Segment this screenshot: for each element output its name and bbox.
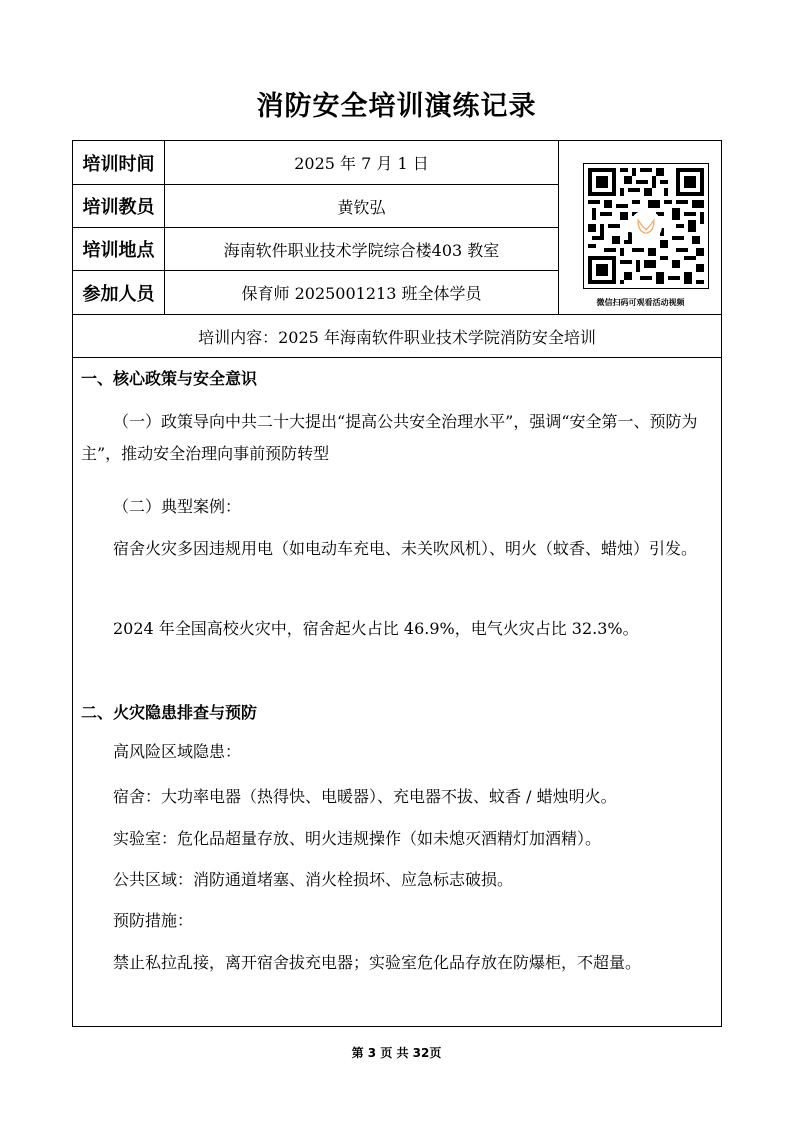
paragraph: （二）典型案例： xyxy=(113,497,242,516)
info-label: 培训教员 xyxy=(73,185,165,227)
paragraph: 2024 年全国高校火灾中，宿舍起火占比 46.9%，电气火灾占比 32.3%。 xyxy=(113,619,639,638)
qr-code-icon[interactable] xyxy=(583,163,709,289)
info-row-location xyxy=(73,228,558,271)
record-table xyxy=(72,140,722,1027)
paragraph: 宿舍：大功率电器（热得快、电暖器）、充电器不拔、蚊香 / 蜡烛明火。 xyxy=(113,787,617,806)
qr-caption: 微信扫码可观看活动视频 xyxy=(596,298,685,307)
paragraph: 宿舍火灾多因违规用电（如电动车充电、未关吹风机）、明火（蚊香、蜡烛）引发。 xyxy=(113,539,698,558)
paragraph: 公共区域：消防通道堵塞、消火栓损坏、应急标志破损。 xyxy=(113,870,514,889)
info-row-instructor xyxy=(73,185,558,228)
info-label: 培训时间 xyxy=(73,141,165,184)
info-label: 参加人员 xyxy=(73,271,165,314)
page-title: 消防安全培训演练记录 xyxy=(256,91,537,122)
page-footer: 第 3 页 共 32页 xyxy=(351,1046,442,1060)
paragraph: 实验室：危化品超量存放、明火违规操作（如未熄灭酒精灯加酒精）。 xyxy=(113,829,602,848)
section-heading: 二、火灾隐患排查与预防 xyxy=(81,703,258,722)
paragraph: 预防措施： xyxy=(113,911,194,930)
info-label: 培训地点 xyxy=(73,228,165,270)
paragraph: （一）政策导向中共二十大提出“提高公共安全治理水平”，强调“安全第一、预防为主”，推动安全治理向事前预防转型 xyxy=(81,412,698,463)
info-value: 保育师 2025001213 班全体学员 xyxy=(241,284,482,303)
info-row-time xyxy=(73,141,558,185)
section-heading: 一、核心政策与安全意识 xyxy=(81,369,258,388)
paragraph: 高风险区域隐患： xyxy=(113,742,242,761)
qr-cell xyxy=(558,141,721,314)
content-title: 培训内容：2025 年海南软件职业技术学院消防安全培训 xyxy=(73,314,721,358)
info-value: 海南软件职业技术学院综合楼403 教室 xyxy=(223,240,500,260)
paragraph: 禁止私拉乱接，离开宿舍拔充电器；实验室危化品存放在防爆柜，不超量。 xyxy=(113,953,642,972)
info-value: 2025 年 7 月 1 日 xyxy=(294,154,429,173)
info-value: 黄钦弘 xyxy=(337,197,386,217)
info-row-participants xyxy=(73,271,558,314)
